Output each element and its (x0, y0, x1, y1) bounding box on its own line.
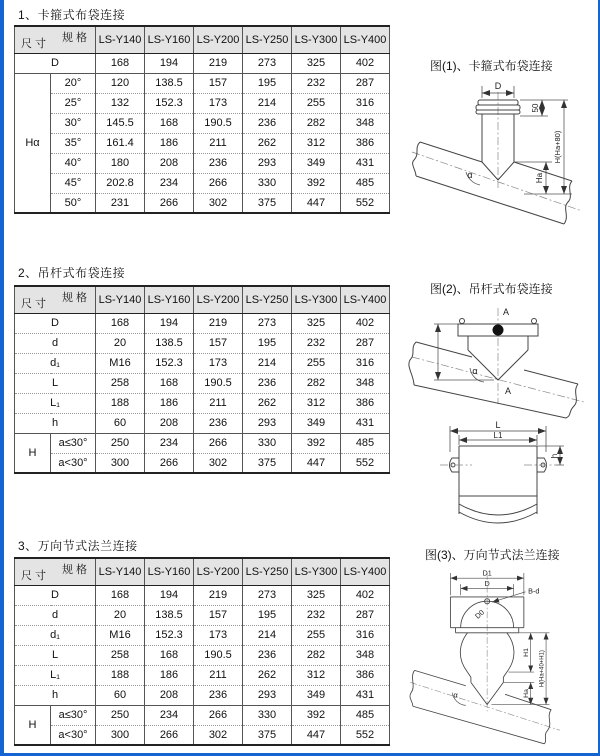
table-cell: 302 (194, 725, 243, 745)
table-cell: 431 (341, 685, 390, 705)
table-cell: 157 (194, 73, 243, 93)
row-label: 45° (51, 173, 96, 193)
column-header: LS-Y400 (341, 26, 390, 53)
table-cell: 266 (145, 453, 194, 473)
table-cell: 402 (341, 313, 390, 333)
dimension-table-2 (14, 285, 390, 474)
table-row (15, 453, 390, 473)
corner-size-label: 尺 寸 (21, 297, 47, 310)
pipe-axis-centerline (410, 682, 559, 730)
table-cell: 293 (243, 153, 292, 173)
dim-label-h1: H1 (523, 648, 531, 657)
table-cell: 431 (341, 413, 390, 433)
table-cell: 214 (243, 625, 292, 645)
section-title-2: 2、吊杆式布袋连接 (18, 266, 126, 280)
figure-2-caption: 图(2)、吊杆式布袋连接 (430, 282, 553, 296)
table-cell: 195 (243, 73, 292, 93)
table-cell: 173 (194, 625, 243, 645)
pipe-break-line (410, 670, 415, 706)
row-label: a<30° (51, 725, 96, 745)
dim-label-total-height: H(Ha+40+H1) (539, 650, 546, 688)
table-cell: 392 (292, 173, 341, 193)
row-group-label: H (15, 705, 51, 745)
table-corner-header (15, 26, 96, 53)
dim-label-dome: D0 (473, 607, 486, 621)
table-cell: 173 (194, 353, 243, 373)
table-cell: 186 (145, 393, 194, 413)
table-cell: 208 (145, 153, 194, 173)
table-cell: 250 (96, 433, 145, 453)
figure-2-drawing (406, 300, 586, 535)
table-cell: 349 (292, 413, 341, 433)
table-cell: 157 (194, 605, 243, 625)
row-label: L (15, 373, 96, 393)
table-cell: 386 (341, 665, 390, 685)
dim-label-total-height: H(Ha+80) (553, 130, 562, 164)
table-cell: 232 (292, 605, 341, 625)
table-cell: 485 (341, 705, 390, 725)
column-header: LS-Y400 (341, 558, 390, 585)
table-cell: 236 (194, 685, 243, 705)
table-cell: 236 (243, 373, 292, 393)
dim-label-d1: D1 (482, 568, 492, 578)
table-cell: 325 (292, 53, 341, 73)
hanger-eyelet (460, 319, 465, 324)
table-cell: 325 (292, 313, 341, 333)
table-cell: 152.3 (145, 625, 194, 645)
table-cell: 208 (145, 685, 194, 705)
table-cell: 386 (341, 133, 390, 153)
row-label: D (15, 585, 96, 605)
table-row (15, 645, 390, 665)
row-label: h (15, 413, 96, 433)
column-header: LS-Y250 (243, 26, 292, 53)
table-cell: 312 (292, 393, 341, 413)
table-cell: 402 (341, 585, 390, 605)
table-cell: 250 (96, 705, 145, 725)
figure-1-drawing (406, 78, 586, 228)
table-cell: 302 (194, 453, 243, 473)
table-row (15, 585, 390, 605)
table-cell: 302 (194, 193, 243, 213)
table-cell: 255 (292, 93, 341, 113)
table-cell: 168 (145, 373, 194, 393)
table-cell: 282 (292, 113, 341, 133)
row-label: D (15, 53, 96, 73)
table-row (15, 173, 390, 193)
table-cell: 330 (243, 705, 292, 725)
table-cell: 234 (145, 705, 194, 725)
table-cell: 145.5 (96, 113, 145, 133)
column-header: LS-Y400 (341, 286, 390, 313)
angle-label: α (467, 170, 473, 180)
extension-line (520, 100, 568, 116)
dimension-table-3 (14, 557, 390, 746)
corner-spec-label: 规 格 (61, 564, 87, 576)
table-cell: 219 (194, 313, 243, 333)
table-cell: 20 (96, 333, 145, 353)
row-label: 20° (51, 73, 96, 93)
table-corner-header (15, 558, 96, 585)
column-header: LS-Y140 (96, 286, 145, 313)
column-header: LS-Y160 (145, 286, 194, 313)
table-row (15, 133, 390, 153)
table-cell: 392 (292, 433, 341, 453)
row-group-label: Hα (15, 73, 51, 213)
table-cell: 195 (243, 605, 292, 625)
dim-label-outer-width: L (495, 420, 501, 430)
table-cell: 173 (194, 93, 243, 113)
table-cell: 188 (96, 665, 145, 685)
table-cell: 195 (243, 333, 292, 353)
table-cell: 194 (145, 585, 194, 605)
table-cell: 180 (96, 153, 145, 173)
row-group-label: H (15, 433, 51, 473)
section-title-1: 1、卡箍式布袋连接 (18, 8, 126, 22)
corner-spec-label: 规 格 (61, 292, 87, 304)
table-cell: 214 (243, 93, 292, 113)
table-cell: 287 (341, 73, 390, 93)
table-cell: 202.8 (96, 173, 145, 193)
table-cell: 330 (243, 173, 292, 193)
corner-spec-label: 规 格 (61, 32, 87, 44)
row-label: D (15, 313, 96, 333)
table-cell: 258 (96, 373, 145, 393)
column-header: LS-Y140 (96, 26, 145, 53)
table-cell: 219 (194, 53, 243, 73)
table-cell: 266 (194, 173, 243, 193)
table-cell: M16 (96, 353, 145, 373)
table-cell: 138.5 (145, 605, 194, 625)
dim-label-d: D (484, 578, 490, 588)
dim-label-bolt: B-d (528, 586, 540, 596)
table-cell: 447 (292, 193, 341, 213)
table-row (15, 705, 390, 725)
table-cell: 168 (96, 585, 145, 605)
column-header: LS-Y300 (292, 286, 341, 313)
table-cell: 120 (96, 73, 145, 93)
table-row (15, 113, 390, 133)
table-cell: 232 (292, 333, 341, 353)
table-cell: 348 (341, 373, 390, 393)
dim-label-height: h (550, 453, 559, 459)
column-header: LS-Y160 (145, 558, 194, 585)
figure-3-drawing (406, 566, 564, 750)
table-cell: 258 (96, 645, 145, 665)
table-cell: 316 (341, 625, 390, 645)
table-cell: 386 (341, 393, 390, 413)
dim-label-ha: Ha (535, 172, 544, 184)
table-row (15, 153, 390, 173)
table-cell: 447 (292, 725, 341, 745)
table-row (15, 333, 390, 353)
column-header: LS-Y160 (145, 26, 194, 53)
row-label: d₁ (15, 353, 96, 373)
table-cell: 266 (194, 705, 243, 725)
table-row (15, 53, 390, 73)
table-cell: 132 (96, 93, 145, 113)
row-label: L₁ (15, 393, 96, 413)
column-header: LS-Y300 (292, 26, 341, 53)
table-cell: 349 (292, 153, 341, 173)
table-row (15, 73, 390, 93)
table-cell: 152.3 (145, 93, 194, 113)
table-cell: 255 (292, 353, 341, 373)
table-cell: 348 (341, 113, 390, 133)
table-cell: 266 (145, 193, 194, 213)
table-cell: 152.3 (145, 353, 194, 373)
section-label-bottom: A (505, 386, 512, 396)
table-cell: 211 (194, 665, 243, 685)
table-row (15, 685, 390, 705)
table-cell: 255 (292, 625, 341, 645)
table-cell: 287 (341, 333, 390, 353)
table-cell: 234 (145, 433, 194, 453)
table-cell: 231 (96, 193, 145, 213)
pipe-break-line (564, 181, 572, 224)
table-cell: 214 (243, 353, 292, 373)
table-row (15, 413, 390, 433)
table-row (15, 313, 390, 333)
table-cell: M16 (96, 625, 145, 645)
table-row (15, 93, 390, 113)
table-row (15, 393, 390, 413)
table-cell: 194 (145, 313, 194, 333)
table-cell: 60 (96, 685, 145, 705)
table-cell: 234 (145, 173, 194, 193)
table-cell: 186 (145, 133, 194, 153)
row-label: 30° (51, 113, 96, 133)
table-cell: 262 (243, 393, 292, 413)
row-label: 35° (51, 133, 96, 153)
hanger-rod-dot (493, 325, 504, 336)
angle-label: α (453, 690, 458, 700)
table-cell: 211 (194, 393, 243, 413)
table-cell: 208 (145, 413, 194, 433)
table-cell: 392 (292, 705, 341, 725)
table-cell: 349 (292, 685, 341, 705)
column-header: LS-Y200 (194, 558, 243, 585)
corner-size-label: 尺 寸 (21, 37, 47, 50)
table-cell: 552 (341, 453, 390, 473)
table-cell: 485 (341, 433, 390, 453)
dim-label-clamp-height: 50 (531, 103, 540, 113)
table-cell: 273 (243, 585, 292, 605)
table-cell: 236 (243, 113, 292, 133)
table-cell: 20 (96, 605, 145, 625)
table-cell: 447 (292, 453, 341, 473)
table-cell: 293 (243, 413, 292, 433)
table-cell: 552 (341, 193, 390, 213)
row-label: 50° (51, 193, 96, 213)
table-cell: 402 (341, 53, 390, 73)
column-header: LS-Y200 (194, 286, 243, 313)
table-cell: 312 (292, 665, 341, 685)
table-cell: 190.5 (194, 645, 243, 665)
table-row (15, 725, 390, 745)
dim-label-ha: Ha (523, 689, 531, 698)
angle-label: α (472, 366, 478, 376)
table-corner-header (15, 286, 96, 313)
pipe-break-line (566, 384, 578, 418)
row-label: d₁ (15, 625, 96, 645)
figure-1-caption: 图(1)、卡箍式布袋连接 (430, 59, 553, 73)
table-cell: 138.5 (145, 333, 194, 353)
table-cell: 312 (292, 133, 341, 153)
table-cell: 190.5 (194, 113, 243, 133)
table-cell: 330 (243, 433, 292, 453)
figure-3-caption: 图(3)、万向节式法兰连接 (425, 548, 560, 562)
dimension-table-1 (14, 25, 390, 214)
table-cell: 348 (341, 645, 390, 665)
table-cell: 273 (243, 313, 292, 333)
table-cell: 316 (341, 353, 390, 373)
table-cell: 375 (243, 725, 292, 745)
table-row (15, 353, 390, 373)
table-cell: 219 (194, 585, 243, 605)
table-cell: 431 (341, 153, 390, 173)
corner-size-label: 尺 寸 (21, 569, 47, 582)
hanger-eyelet (532, 319, 537, 324)
row-label: 25° (51, 93, 96, 113)
dim-label-inner-width: L1 (493, 431, 503, 440)
column-header: LS-Y250 (243, 286, 292, 313)
table-cell: 316 (341, 93, 390, 113)
table-row (15, 193, 390, 213)
main-pipe (416, 142, 572, 224)
row-label: a≤30° (51, 433, 96, 453)
section-title-3: 3、万向节式法兰连接 (18, 539, 138, 553)
table-cell: 266 (194, 433, 243, 453)
table-cell: 236 (243, 645, 292, 665)
table-cell: 232 (292, 73, 341, 93)
table-cell: 186 (145, 665, 194, 685)
row-label: d (15, 333, 96, 353)
row-label: a<30° (51, 453, 96, 473)
table-cell: 211 (194, 133, 243, 153)
row-label: L (15, 645, 96, 665)
table-cell: 262 (243, 665, 292, 685)
row-label: d (15, 605, 96, 625)
table-cell: 282 (292, 373, 341, 393)
dim-label-diameter: D (494, 81, 502, 91)
table-cell: 287 (341, 605, 390, 625)
table-row (15, 625, 390, 645)
table-cell: 236 (194, 153, 243, 173)
table-cell: 157 (194, 333, 243, 353)
table-cell: 552 (341, 725, 390, 745)
row-label: L₁ (15, 665, 96, 685)
table-cell: 161.4 (96, 133, 145, 153)
table-cell: 282 (292, 645, 341, 665)
table-cell: 266 (145, 725, 194, 745)
table-row (15, 605, 390, 625)
column-header: LS-Y140 (96, 558, 145, 585)
column-header: LS-Y250 (243, 558, 292, 585)
table-row (15, 433, 390, 453)
section-label-top: A (503, 307, 510, 317)
table-cell: 168 (145, 113, 194, 133)
table-cell: 375 (243, 453, 292, 473)
table-cell: 188 (96, 393, 145, 413)
row-label: 40° (51, 153, 96, 173)
table-cell: 194 (145, 53, 194, 73)
pipe-break-line (413, 142, 420, 176)
table-row (15, 665, 390, 685)
table-cell: 325 (292, 585, 341, 605)
table-cell: 168 (96, 313, 145, 333)
table-cell: 138.5 (145, 73, 194, 93)
table-cell: 262 (243, 133, 292, 153)
table-cell: 168 (145, 645, 194, 665)
table-cell: 300 (96, 725, 145, 745)
table-cell: 60 (96, 413, 145, 433)
pipe-break-line (409, 342, 416, 385)
row-label: h (15, 685, 96, 705)
table-cell: 293 (243, 685, 292, 705)
sleeve-body (459, 446, 537, 514)
table-cell: 375 (243, 193, 292, 213)
table-cell: 300 (96, 453, 145, 473)
pipe-section-arcs (459, 504, 537, 523)
table-row (15, 373, 390, 393)
extension-line (434, 324, 494, 380)
column-header: LS-Y200 (194, 26, 243, 53)
table-cell: 236 (194, 413, 243, 433)
table-cell: 190.5 (194, 373, 243, 393)
main-pipe (413, 670, 551, 743)
table-cell: 273 (243, 53, 292, 73)
pipe-break-line (544, 710, 551, 744)
row-label: a≤30° (51, 705, 96, 725)
column-header: LS-Y300 (292, 558, 341, 585)
table-cell: 168 (96, 53, 145, 73)
table-cell: 485 (341, 173, 390, 193)
